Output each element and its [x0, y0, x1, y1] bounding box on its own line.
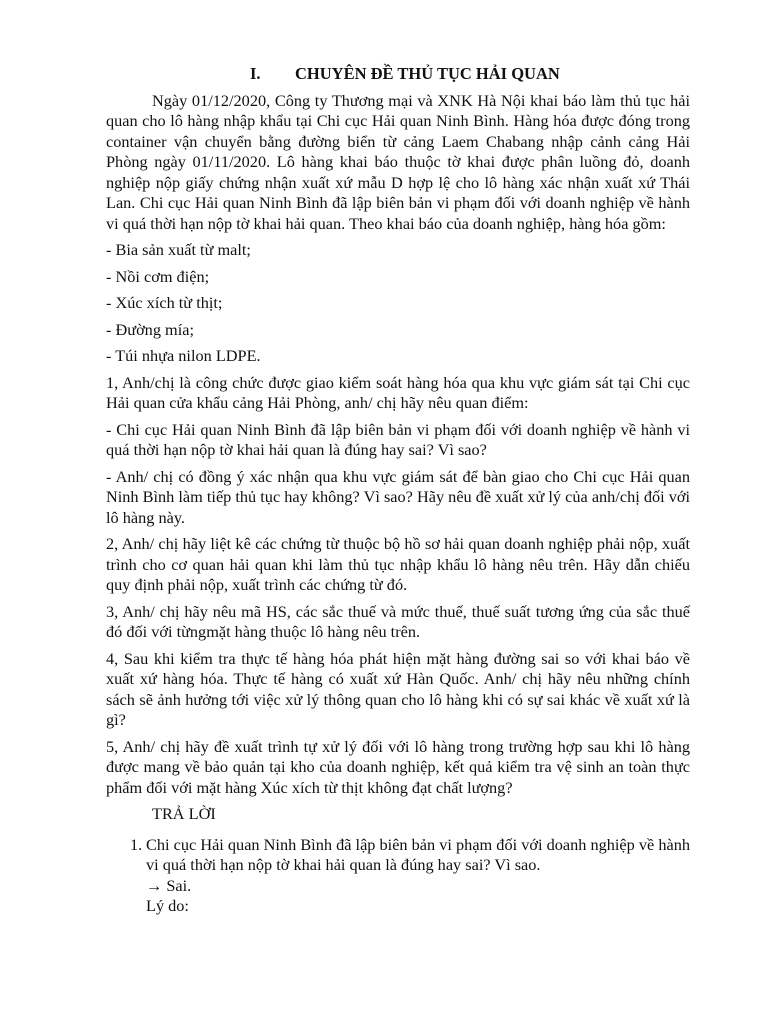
goods-item: - Túi nhựa nilon LDPE. — [106, 346, 261, 365]
answer-verdict: → Sai. — [146, 875, 192, 895]
answer-heading: TRẢ LỜI — [152, 804, 216, 823]
answer-reason-label: Lý do: — [146, 896, 189, 915]
answer-question-text: Chi cục Hải quan Ninh Bình đã lập biên bản vi phạm đối với doanh nghiệp về hành vi quá thời hạn nộp tờ khai hải quan là đúng hay sai? Vì sao. — [146, 834, 690, 874]
answer-number: 1. — [130, 834, 143, 854]
section-number: I. — [250, 64, 261, 83]
answer-item — [106, 835, 690, 876]
section-title — [106, 64, 690, 85]
goods-item: - Nồi cơm điện; — [106, 266, 210, 286]
goods-item: - Xúc xích từ thịt; — [106, 293, 223, 312]
question-1-a: - Chi cục Hải quan Ninh Bình đã lập biên bản vi phạm đối với doanh nghiệp về hành vi quá thời hạn nộp tờ khai hải quan là đúng hay sai? Vì sao? — [106, 419, 690, 459]
question-5: 5, Anh/ chị hãy đề xuất trình tự xử lý đối với lô hàng trong trường hợp sau khi lô hàng được mang về bảo quản tại kho của doanh nghiệp, kết quả kiểm tra vệ sinh an toàn thực phẩm đối với mặt hàng Xúc xích từ thịt không đạt chất lượng? — [106, 736, 690, 797]
goods-item: - Đường mía; — [106, 319, 194, 339]
question-1: 1, Anh/chị là công chức được giao kiểm soát hàng hóa qua khu vực giám sát tại Chi cục Hải quan cửa khẩu cảng Hải Phòng, anh/ chị hãy nêu quan điểm: — [106, 372, 690, 412]
question-3: 3, Anh/ chị hãy nêu mã HS, các sắc thuế và mức thuế, thuế suất tương ứng của sắc thuế đó đối với từngmặt hàng thuộc lô hàng nêu trên. — [106, 601, 690, 641]
intro-paragraph: Ngày 01/12/2020, Công ty Thương mại và XNK Hà Nội khai báo làm thủ tục hải quan cho lô hàng nhập khẩu tại Chi cục Hải quan Ninh Bình. Hàng hóa được đóng trong container vận chuyển bằng đường biển từ cảng Laem Chabang nhập cảnh cảng Hải Phòng ngày 01/11/2020. Lô hàng khai báo thuộc tờ khai được phân luồng đỏ, doanh nghiệp nộp giấy chứng nhận xuất xứ mẫu D hợp lệ cho lô hàng xác nhận xuất xứ Thái Lan. Chi cục Hải quan Ninh Bình đã lập biên bản vi phạm đối với doanh nghiệp về hành vi quá thời hạn nộp tờ khai hải quan. Theo khai báo của doanh nghiệp, hàng hóa gồm: — [106, 90, 690, 233]
question-2: 2, Anh/ chị hãy liệt kê các chứng từ thuộc bộ hồ sơ hải quan doanh nghiệp phải nộp, xuất trình cho cơ quan hải quan khi làm thủ tục nhập khẩu lô hàng nêu trên. Hãy dẫn chiếu quy định phải nộp, xuất trình các chứng từ đó. — [106, 534, 690, 594]
section-title-text: CHUYÊN ĐỀ THỦ TỤC HẢI QUAN — [295, 64, 560, 83]
goods-item: - Bia sản xuất từ malt; — [106, 240, 251, 259]
question-1-b: - Anh/ chị có đồng ý xác nhận qua khu vực giám sát để bàn giao cho Chi cục Hải quan Ninh Bình làm tiếp thủ tục hay không? Vì sao? Hãy nêu đề xuất xử lý của anh/chị đối với lô hàng này. — [106, 466, 690, 527]
question-4: 4, Sau khi kiểm tra thực tế hàng hóa phát hiện mặt hàng đường sai so với khai báo về xuất xứ hàng hóa. Thực tế hàng có xuất xứ Hàn Quốc. Anh/ chị hãy nêu những chính sách sẽ ảnh hưởng tới việc xử lý thông quan cho lô hàng khi có sự sai khác về xuất xứ là gì? — [106, 648, 690, 729]
answer-list — [106, 835, 690, 917]
